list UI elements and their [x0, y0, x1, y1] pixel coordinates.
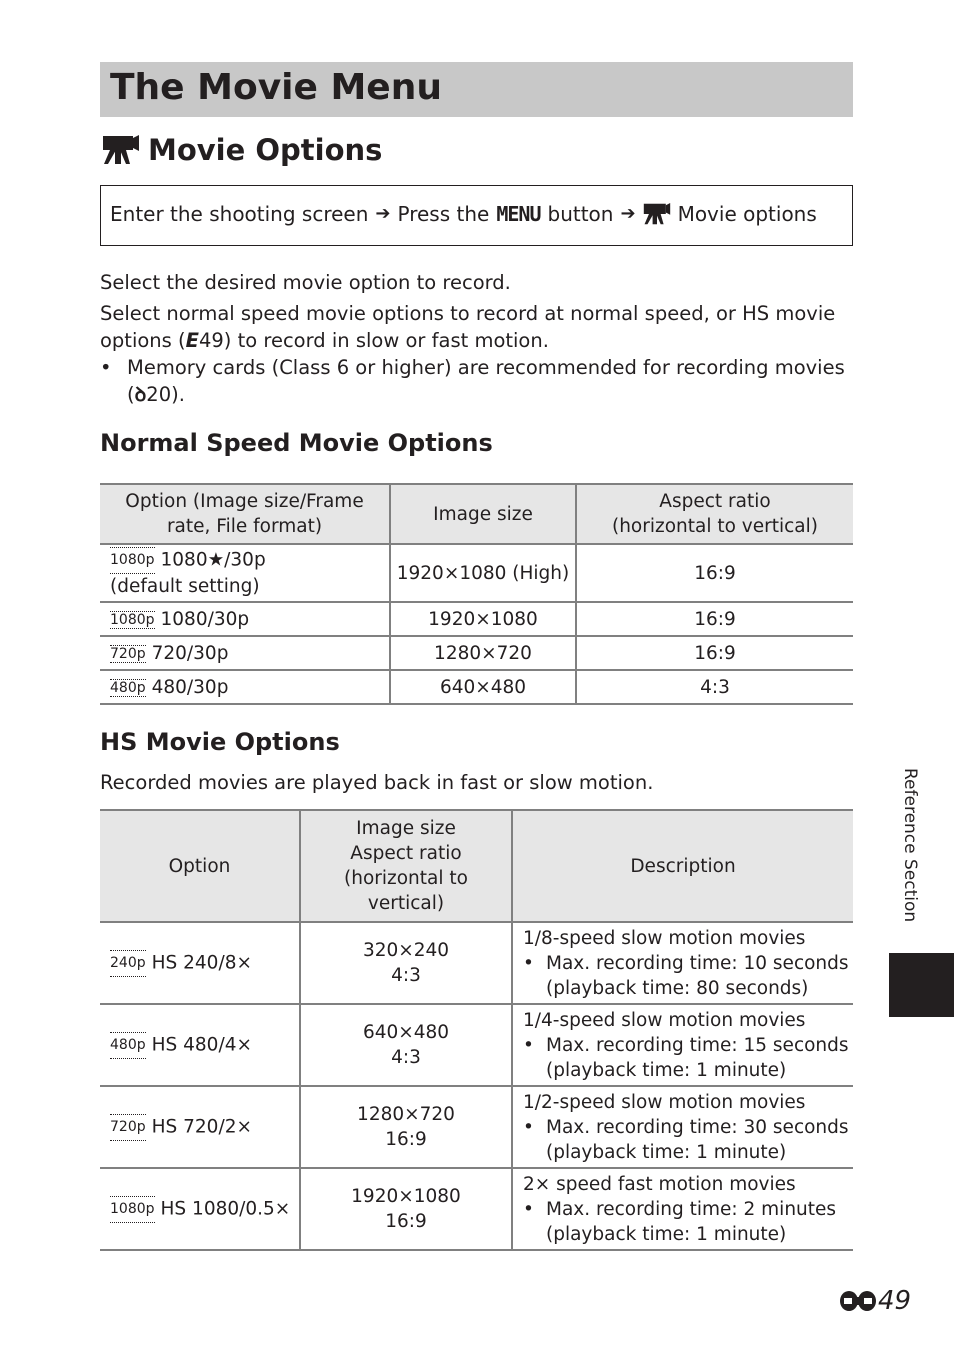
table-row	[100, 602, 853, 636]
side-section-tab	[889, 953, 954, 1017]
description-bullet: • Max. recording time: 30 seconds	[523, 1115, 853, 1140]
movie-camera-icon	[102, 135, 140, 165]
description-cell	[512, 922, 853, 1004]
chapter-title: The Movie Menu	[110, 67, 442, 108]
table-header-row	[100, 810, 853, 922]
aspect-ratio: 16:9	[385, 1211, 427, 1232]
hs-1080-icon: 1080p	[110, 1196, 155, 1223]
aspect-ratio-cell: 4:3	[576, 670, 853, 704]
aspect-ratio: 4:3	[391, 965, 421, 986]
description-cell	[512, 1004, 853, 1086]
option-label: 1080★/30p	[160, 549, 266, 571]
size-ratio-cell	[300, 1086, 512, 1168]
header-image-size: Image size	[390, 484, 576, 544]
hs-table	[100, 809, 853, 1251]
page-number-text: 49	[878, 1286, 912, 1316]
table-row	[100, 1004, 853, 1086]
table-row	[100, 1086, 853, 1168]
reference-section-icon: E	[185, 329, 199, 352]
intro-bullet-line-a: Memory cards (Class 6 or higher) are recommended for recording movies	[127, 356, 845, 379]
hs-480-icon: 480p	[110, 1032, 146, 1059]
option-cell	[100, 1004, 300, 1086]
aspect-ratio-cell: 16:9	[576, 636, 853, 670]
hs-720-icon: 720p	[110, 1114, 146, 1141]
option-cell	[100, 670, 390, 704]
movie-camera-icon	[643, 203, 671, 225]
header-size-line-4: vertical)	[367, 893, 445, 914]
option-default-note: (default setting)	[110, 576, 260, 597]
hs-heading: HS Movie Options	[100, 728, 340, 756]
normal-speed-table	[100, 483, 853, 705]
header-option	[100, 484, 390, 544]
image-size-cell: 640×480	[390, 670, 576, 704]
table-row	[100, 544, 853, 602]
image-size: 640×480	[362, 1022, 450, 1043]
header-description: Description	[512, 810, 853, 922]
aspect-ratio: 16:9	[385, 1129, 427, 1150]
option-label: 720/30p	[151, 642, 229, 664]
intro-line-2b	[100, 327, 850, 354]
image-size: 1280×720	[357, 1104, 455, 1125]
description-line: 1/8-speed slow motion movies	[523, 927, 806, 949]
table-row	[100, 1168, 853, 1250]
header-size-line-3: (horizontal to	[344, 868, 468, 889]
size-ratio-cell	[300, 922, 512, 1004]
description-bullet: • Max. recording time: 10 seconds	[523, 951, 853, 976]
description-bullet: • Max. recording time: 15 seconds	[523, 1033, 853, 1058]
1080p-star-30-icon: 1080p	[110, 547, 155, 574]
header-option-line-1: Option (Image size/Frame	[125, 491, 364, 512]
header-aspect-line-2: (horizontal to vertical)	[611, 516, 819, 537]
size-ratio-cell	[300, 1004, 512, 1086]
intro-bullet-line-b	[127, 381, 847, 408]
480p-30-icon: 480p	[110, 679, 146, 696]
description-line: 1/2-speed slow motion movies	[523, 1091, 806, 1113]
option-label: HS 480/4×	[151, 1034, 252, 1055]
header-aspect-ratio	[576, 484, 853, 544]
description-note: (playback time: 80 seconds)	[546, 977, 809, 999]
option-cell	[100, 602, 390, 636]
description-cell	[512, 1168, 853, 1250]
bullet-dot: •	[100, 356, 112, 379]
image-size-cell: 1920×1080 (High)	[390, 544, 576, 602]
size-ratio-cell	[300, 1168, 512, 1250]
1080p-30-icon: 1080p	[110, 611, 155, 628]
header-size-line-2: Aspect ratio	[350, 843, 462, 864]
aspect-ratio: 4:3	[391, 1047, 421, 1068]
intro-line-2b-pre: options (	[100, 329, 186, 352]
arrow-right-icon: ➔	[620, 203, 636, 224]
option-label: 480/30p	[151, 676, 229, 698]
720p-30-icon: 720p	[110, 645, 146, 662]
nav-step-2-pre: Press the	[397, 202, 490, 226]
description-cell	[512, 1086, 853, 1168]
header-option-line-2: rate, File format)	[166, 516, 323, 537]
description-line: 2× speed fast motion movies	[523, 1173, 796, 1195]
table-row	[100, 922, 853, 1004]
table-header-row	[100, 484, 853, 544]
description-note: (playback time: 1 minute)	[546, 1059, 787, 1081]
image-size-cell: 1280×720	[390, 636, 576, 670]
option-label: 1080/30p	[160, 608, 250, 630]
option-label: HS 1080/0.5×	[160, 1198, 291, 1219]
side-section-label: Reference Section	[900, 768, 920, 923]
intro-bullet-text	[127, 354, 847, 408]
reference-section-icon	[838, 1288, 878, 1314]
nav-step-1: Enter the shooting screen	[110, 202, 369, 226]
header-option: Option	[100, 810, 300, 922]
option-cell	[100, 544, 390, 602]
aspect-ratio-cell: 16:9	[576, 602, 853, 636]
header-size-line-1: Image size	[356, 818, 456, 839]
arrow-right-icon: ➔	[375, 203, 391, 224]
normal-speed-heading: Normal Speed Movie Options	[100, 429, 493, 457]
description-note: (playback time: 1 minute)	[546, 1141, 787, 1163]
option-cell	[100, 922, 300, 1004]
nav-step-2-post: button	[547, 202, 614, 226]
image-size: 320×240	[362, 940, 450, 961]
description-bullet: • Max. recording time: 2 minutes	[523, 1197, 853, 1222]
tips-icon: ꝺ	[134, 383, 147, 406]
option-label: HS 240/8×	[151, 952, 252, 973]
intro-line-1: Select the desired movie option to record.	[100, 271, 511, 294]
intro-line-2a: Select normal speed movie options to record at normal speed, or HS movie	[100, 302, 836, 325]
intro-line-2b-ref: 49) to record in slow or fast motion.	[198, 329, 549, 352]
page-number	[838, 1286, 911, 1316]
section-title	[102, 128, 382, 172]
intro-bullet-ref: 20).	[146, 383, 185, 406]
nav-step-3: Movie options	[677, 202, 817, 226]
intro-bullet-pre: (	[127, 383, 135, 406]
table-row	[100, 670, 853, 704]
intro-bullet	[100, 354, 850, 408]
description-line: 1/4-speed slow motion movies	[523, 1009, 806, 1031]
aspect-ratio-cell: 16:9	[576, 544, 853, 602]
image-size: 1920×1080	[351, 1186, 461, 1207]
image-size-cell: 1920×1080	[390, 602, 576, 636]
description-note: (playback time: 1 minute)	[546, 1223, 787, 1245]
option-cell	[100, 1168, 300, 1250]
option-label: HS 720/2×	[151, 1116, 252, 1137]
option-cell	[100, 636, 390, 670]
option-cell	[100, 1086, 300, 1168]
menu-button-icon: MENU	[496, 202, 541, 226]
hs-intro: Recorded movies are played back in fast or slow motion.	[100, 771, 654, 794]
section-title-text: Movie Options	[148, 133, 383, 167]
header-aspect-line-1: Aspect ratio	[659, 491, 771, 512]
navigation-path	[110, 200, 817, 228]
hs-240-icon: 240p	[110, 950, 146, 977]
table-row	[100, 636, 853, 670]
header-size-ratio	[300, 810, 512, 922]
